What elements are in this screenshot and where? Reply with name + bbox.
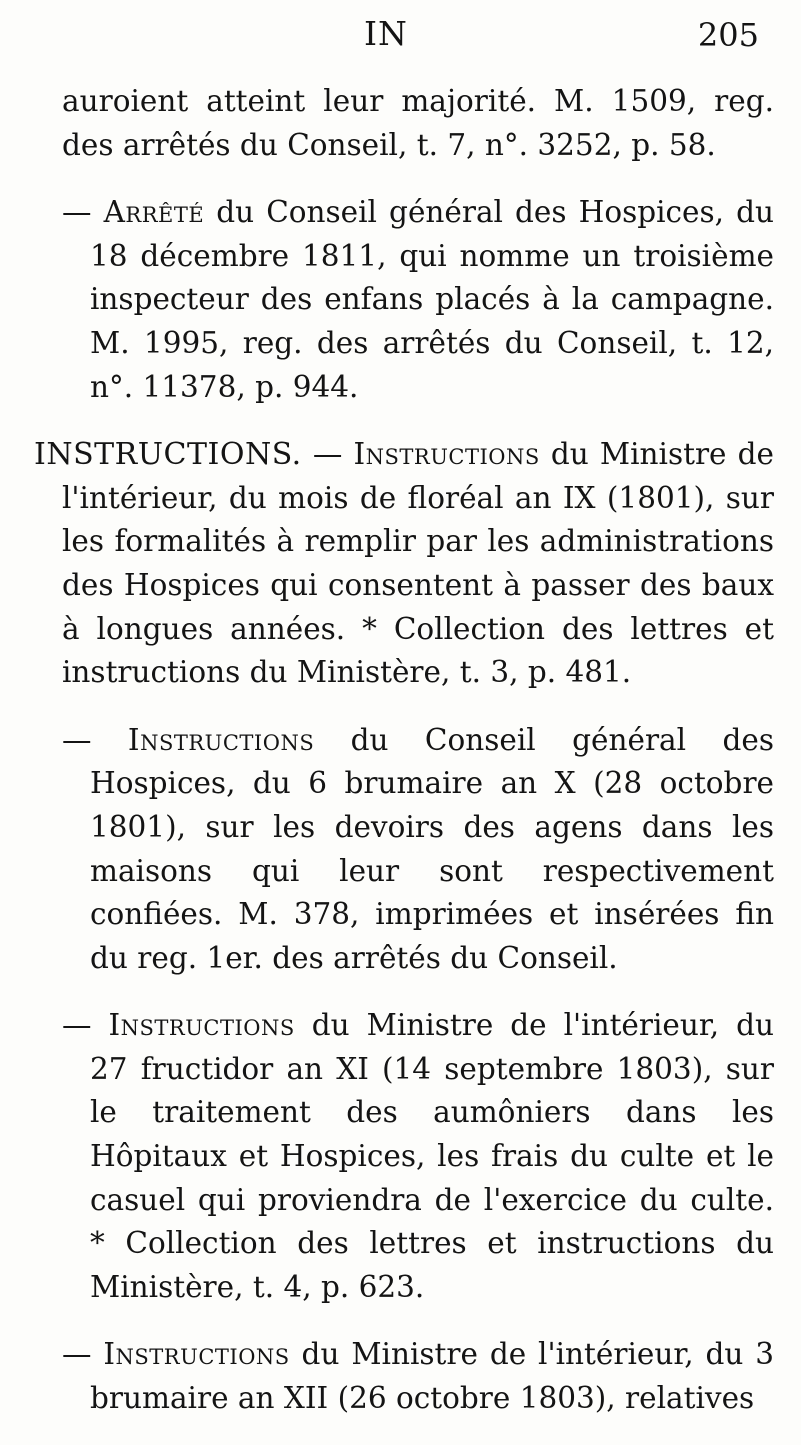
entry-text: du Ministre de l'intérieur, du 3 brumaire an XII (26 octobre 1803), relatives xyxy=(90,1337,774,1416)
paragraph-text: auroient atteint leur majorité. M. 1509, reg. des arrêtés du Conseil, t. 7, n°. 3252, p. 58. xyxy=(62,84,774,162)
continuation-paragraph xyxy=(62,80,774,167)
section-heading: INSTRUCTIONS. xyxy=(34,437,302,473)
entry-lead: Instructions xyxy=(127,722,315,757)
entry-arrete xyxy=(62,191,774,409)
entry-text: du Ministre de l'intérieur, du 27 fructidor an XI (14 septembre 1803), sur le traitement des aumôniers dans les Hôpitaux et Hospices, les frais du culte et le casuel qui proviendra de l'exercice du culte. * Collection des lettres et instructions du Ministère, t. 4, p. 623. xyxy=(90,1008,774,1304)
entry-lead: Instructions xyxy=(353,437,540,472)
page-header xyxy=(0,14,801,70)
page-body xyxy=(34,80,774,1445)
running-head: IN xyxy=(364,14,408,53)
entry-text: du Conseil général des Hospices, du 6 brumaire an X (28 octobre 1801), sur les devoirs des agens dans les maisons qui leur sont respectivement confiées. M. 378, imprimées et insérées fin du reg. 1er. des arrêtés du Conseil. xyxy=(90,722,774,975)
entry-lead: Instructions xyxy=(103,1337,290,1372)
entry-instructions-conseil xyxy=(62,719,774,981)
entry-instructions-heading xyxy=(34,433,774,695)
entry-dash: — xyxy=(301,437,354,472)
entry-instructions-fructidor xyxy=(62,1004,774,1309)
entry-dash: — xyxy=(62,1008,109,1043)
entry-instructions-brumaire xyxy=(62,1333,774,1420)
entry-lead: Arrêté xyxy=(103,195,205,230)
entry-text: du Ministre de l'intérieur, du mois de floréal an IX (1801), sur les formalités à remplir par les administrations des Hospices qui consentent à passer des baux à longues années. * Collection des lettres et instructions du Ministère, t. 3, p. 481. xyxy=(62,437,774,690)
entry-dash: — xyxy=(62,722,128,757)
entry-dash: — xyxy=(62,1337,104,1372)
entry-dash: — xyxy=(62,195,104,230)
page-number: 205 xyxy=(697,16,759,54)
entry-text: du Conseil général des Hospices, du 18 décembre 1811, qui nomme un troisième inspecteur des enfans placés à la campagne. M. 1995, reg. des arrêtés du Conseil, t. 12, n°. 11378, p. 944. xyxy=(90,195,774,404)
entry-lead: Instructions xyxy=(108,1008,295,1043)
